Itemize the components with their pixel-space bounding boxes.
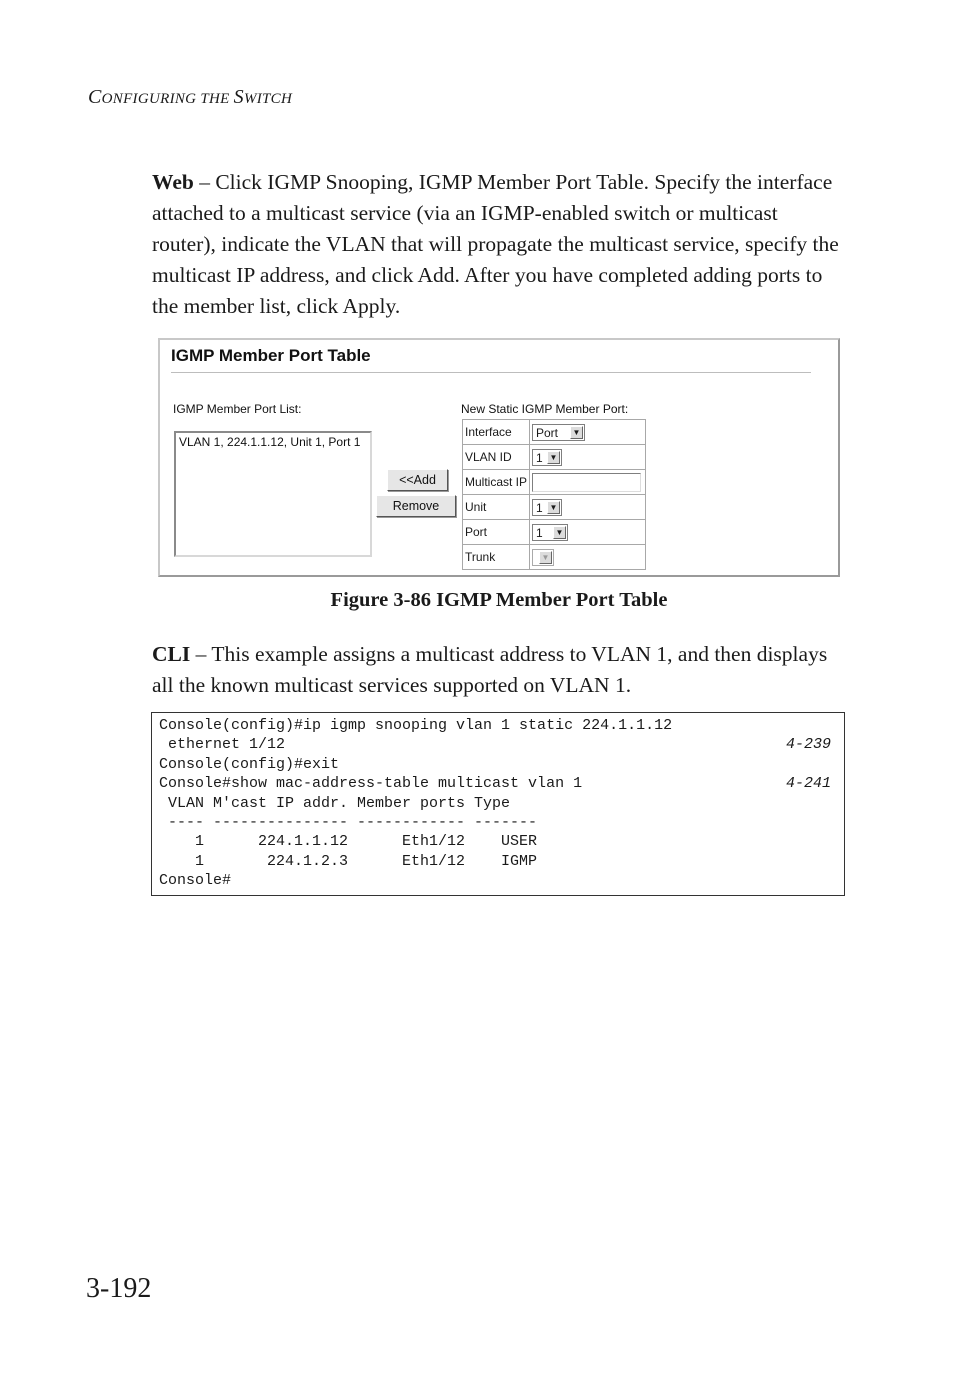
running-header: CONFIGURING THE SWITCH	[88, 86, 293, 108]
trunk-select[interactable]	[532, 549, 554, 566]
web-instructions	[152, 167, 842, 322]
port-label: Port	[463, 520, 530, 545]
panel-title: IGMP Member Port Table	[171, 346, 371, 365]
web-label: Web	[152, 170, 194, 194]
dropdown-arrow-icon: ▼	[547, 451, 560, 464]
command-reference: 4-239	[785, 736, 831, 754]
trunk-label: Trunk	[463, 545, 530, 570]
code-line: VLAN M'cast IP addr. Member ports Type	[159, 794, 511, 812]
figure-caption: Figure 3-86 IGMP Member Port Table	[330, 589, 668, 611]
dropdown-arrow-icon: ▼	[553, 526, 566, 539]
remove-button[interactable]: Remove	[376, 495, 456, 517]
interface-label: Interface	[463, 420, 530, 445]
code-line: Console#	[159, 872, 232, 890]
web-text: – Click IGMP Snooping, IGMP Member Port Table. Specify the interface attached to a multicast service (via an IGMP-enabled switch or multicast router), indicate the VLAN that will propagate the multicast service, specify the multicast IP address, and click Add. After you have completed adding ports to the member list, click Apply.	[152, 170, 839, 318]
code-line: Console(config)#exit	[159, 755, 340, 773]
vlan-id-label: VLAN ID	[463, 445, 530, 470]
multicast-ip-label: Multicast IP	[463, 470, 530, 495]
panel-divider	[171, 372, 811, 374]
igmp-member-port-table-panel	[158, 338, 840, 577]
command-reference: 4-241	[785, 775, 831, 793]
new-member-port-form	[462, 419, 646, 570]
cli-text: – This example assigns a multicast address to VLAN 1, and then displays all the known multicast services supported on VLAN 1.	[152, 642, 828, 697]
code-line: 1 224.1.1.12 Eth1/12 USER	[159, 833, 538, 851]
page-number: 3-192	[86, 1273, 152, 1304]
unit-label: Unit	[463, 495, 530, 520]
dropdown-arrow-icon: ▼	[539, 551, 552, 564]
member-port-list-label: IGMP Member Port List:	[173, 402, 302, 416]
code-line: ---- --------------- ------------ -------	[159, 814, 538, 832]
interface-select[interactable]: Port ▼	[532, 424, 585, 441]
add-button[interactable]: <<Add	[387, 469, 448, 491]
code-line: 1 224.1.2.3 Eth1/12 IGMP	[159, 852, 538, 870]
new-member-port-label: New Static IGMP Member Port:	[461, 402, 629, 416]
dropdown-arrow-icon: ▼	[547, 501, 560, 514]
code-line: Console(config)#ip igmp snooping vlan 1 static 224.1.1.12	[159, 717, 673, 734]
code-line: ethernet 1/12 4-239	[159, 736, 831, 754]
cli-code-block	[151, 712, 845, 896]
list-item[interactable]: VLAN 1, 224.1.1.12, Unit 1, Port 1	[179, 435, 361, 449]
member-port-listbox[interactable]	[174, 431, 372, 557]
code-line: Console#show mac-address-table multicast vlan 1 4-241	[159, 775, 831, 793]
unit-select[interactable]: 1 ▼	[532, 499, 562, 516]
vlan-id-select[interactable]: 1 ▼	[532, 449, 562, 466]
port-select[interactable]: 1 ▼	[532, 524, 568, 541]
dropdown-arrow-icon: ▼	[570, 426, 583, 439]
cli-instructions	[152, 639, 842, 701]
cli-label: CLI	[152, 642, 191, 666]
multicast-ip-input[interactable]	[532, 473, 641, 492]
